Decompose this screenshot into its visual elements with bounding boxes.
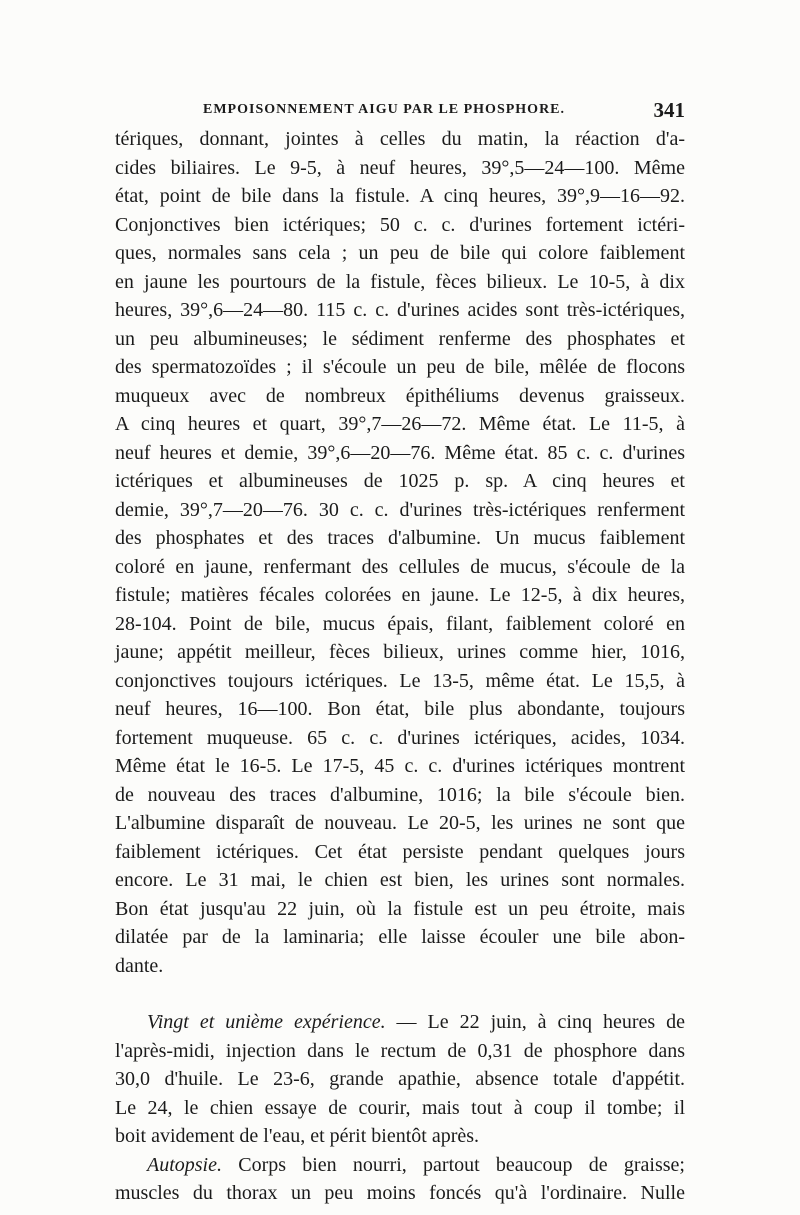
text-line: conjonctives toujours ictériques. Le 13-5, même état. Le 15,5, à [115,669,685,692]
paragraph-autopsy [115,1151,685,1208]
text-line: 30,0 d'huile. Le 23-6, grande apathie, absence totale d'appétit. [115,1068,685,1090]
text-line: Le 24, le chien essaye de courir, mais tout à coup il tombe; il [115,1096,685,1119]
autopsy-intro: Corps bien nourri, partout beaucoup de graisse; [222,1153,685,1176]
text-line: muscles du thorax un peu moins foncés qu'à l'ordinaire. Nulle [115,1182,685,1204]
text-line: muqueux avec de nombreux épithéliums devenus graisseux. [115,384,685,407]
text-line: Même état le 16-5. Le 17-5, 45 c. c. d'urines ictériques montrent [115,755,685,777]
text-line: cides biliaires. Le 9-5, à neuf heures, 39°,5—24—100. Même [115,156,685,179]
text-line: dante. [115,954,164,977]
text-line: heures, 39°,6—24—80. 115 c. c. d'urines acides sont très-ictériques, [115,299,685,321]
text-line: faiblement ictériques. Cet état persiste pendant quelques jours [115,840,685,863]
text-line: un peu albumineuses; le sédiment renferme des phosphates et [115,327,685,350]
text-line: des phosphates et des traces d'albumine. Un mucus faiblement [115,527,685,549]
text-line: ques, normales sans cela ; un peu de bile qui colore faiblement [115,242,685,264]
experience-heading: Vingt et unième expérience. [147,1011,386,1033]
text-line: fistule; matières fécales colorées en jaune. Le 12-5, à dix heures, [115,584,685,606]
text-line [115,1151,685,1180]
text-line: des spermatozoïdes ; il s'écoule un peu de bile, mêlée de flocons [115,356,685,378]
text-line: en jaune les pourtours de la fistule, fèces bilieux. Le 10-5, à dix [115,270,685,293]
text-line: coloré en jaune, renfermant des cellules de mucus, s'écoule de la [115,555,685,578]
body-text [115,125,685,1208]
text-line: Conjonctives bien ictériques; 50 c. c. d'urines fortement ictéri- [115,213,685,236]
text-line: demie, 39°,7—20—76. 30 c. c. d'urines très-ictériques renferment [115,498,685,521]
text-line: état, point de bile dans la fistule. A cinq heures, 39°,9—16—92. [115,185,685,207]
text-line: encore. Le 31 mai, le chien est bien, les urines sont normales. [115,869,685,891]
running-head [115,98,685,122]
text-line: L'albumine disparaît de nouveau. Le 20-5, les urines ne sont que [115,812,685,834]
paragraph-case-continuation [115,125,685,980]
text-line: tériques, donnant, jointes à celles du matin, la réaction d'a- [115,128,685,150]
text-line: neuf heures et demie, 39°,6—20—76. Même état. 85 c. c. d'urines [115,441,685,464]
text-line: boit avidement de l'eau, et périt bientôt après. [115,1125,480,1147]
text-line: 28-104. Point de bile, mucus épais, filant, faiblement coloré en [115,612,685,635]
autopsy-lines [115,1179,685,1208]
text-line: de nouveau des traces d'albumine, 1016; la bile s'écoule bien. [115,783,685,806]
paragraph-experience-21 [115,1008,685,1151]
text-line: fortement muqueuse. 65 c. c. d'urines ictériques, acides, 1034. [115,726,685,749]
text-line: dilatée par de la laminaria; elle laisse écouler une bile abon- [115,926,685,948]
text-line: ictériques et albumineuses de 1025 p. sp. A cinq heures et [115,470,685,492]
text-line [115,1008,685,1037]
page-number: 341 [653,98,685,122]
experience-intro: — Le 22 juin, à cinq heures de [385,1011,685,1033]
running-title: EMPOISONNEMENT AIGU PAR LE PHOSPHORE. [203,102,566,117]
text-line: l'après-midi, injection dans le rectum de 0,31 de phosphore dans [115,1039,685,1062]
text-line: A cinq heures et quart, 39°,7—26—72. Même état. Le 11-5, à [115,413,685,435]
text-line: Bon état jusqu'au 22 juin, où la fistule est un peu étroite, mais [115,897,685,920]
experience-lines [115,1037,685,1151]
text-line: jaune; appétit meilleur, fèces bilieux, urines comme hier, 1016, [115,641,685,663]
autopsy-heading: Autopsie. [147,1153,222,1176]
text-line: neuf heures, 16—100. Bon état, bile plus abondante, toujours [115,698,685,720]
